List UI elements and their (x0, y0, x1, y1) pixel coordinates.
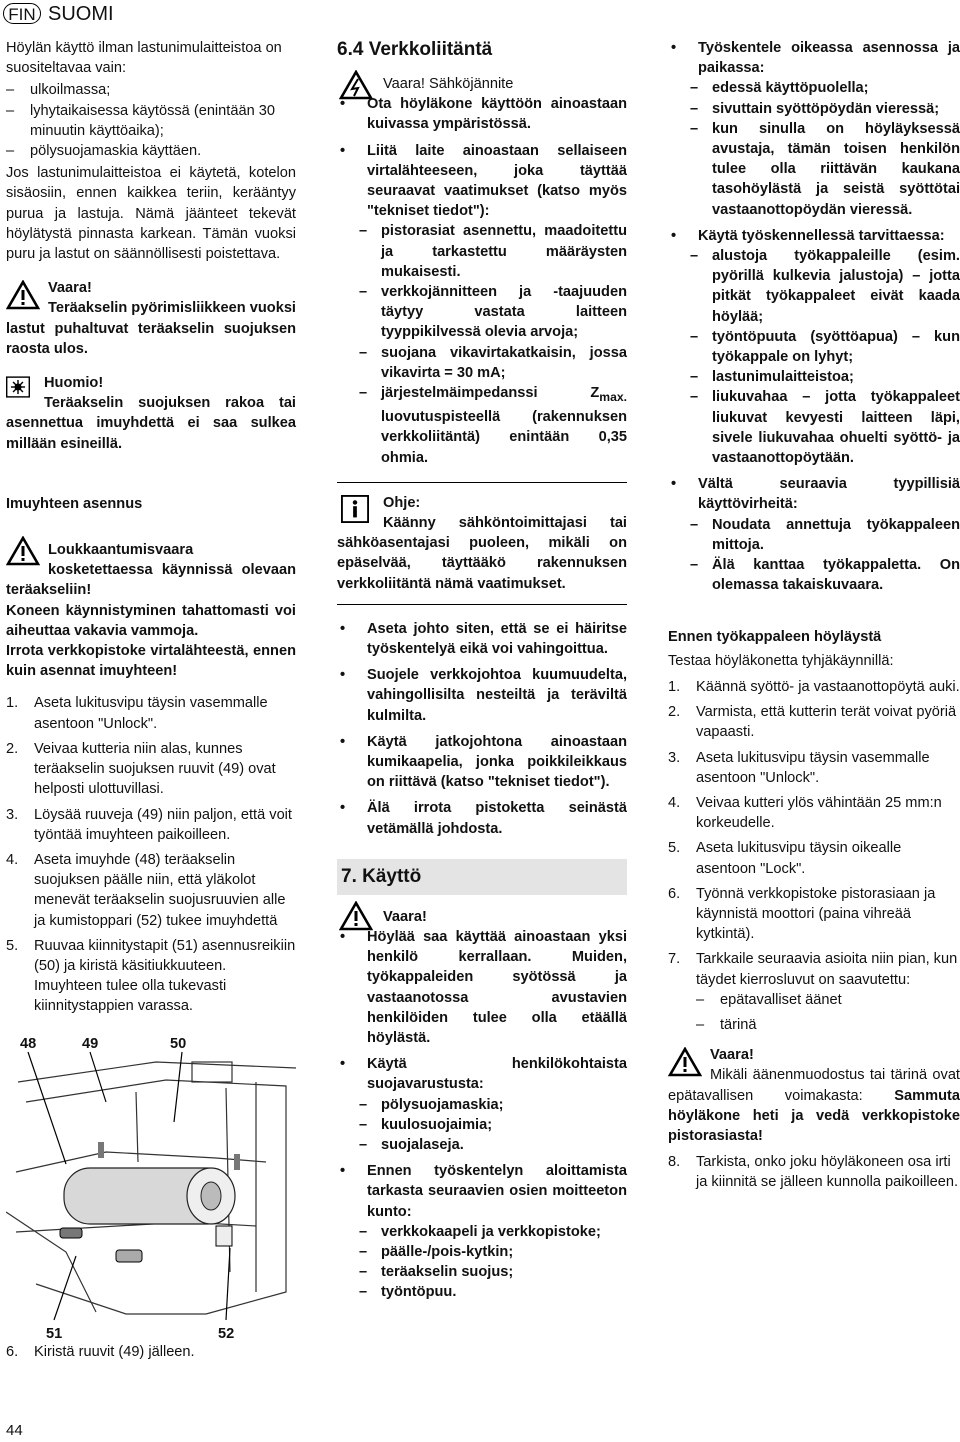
step-text: Kiristä ruuvit (49) jälleen. (34, 1343, 195, 1360)
divider (337, 482, 627, 483)
step-text: Varmista, että kutterin terät voivat pyöriä vapaasti. (696, 704, 957, 741)
warning-icon (6, 536, 40, 566)
list-item: • Höylää saa käyttää ainoastaan yksi henkilö kerrallaan. Muiden, työkappaleiden syötössä ja vastaanotossa avustavien henkilöiden tulee olla etäällä höylästä. (337, 927, 627, 1048)
step-number: 3. (668, 749, 681, 766)
warning-icon (668, 1047, 702, 1077)
step-number: 5. (6, 937, 19, 954)
page-number: 44 (6, 1422, 23, 1439)
warning-icon (6, 280, 40, 310)
warning-text: Koneen käynnistyminen tahattomasti voi aiheuttaa vakavia vammoja. (6, 602, 296, 639)
list-item: – pistorasiat asennettu, maadoitettu ja tarkastettu määräysten mukaisesti. (359, 221, 627, 282)
list-item: – kuulosuojaimia; (359, 1115, 627, 1135)
list-item (359, 383, 627, 468)
sub-list (690, 246, 960, 468)
warning-text-plain: Mikäli äänenmuodostus tai tärinä ovat epätavallisen voimakasta: (668, 1067, 960, 1104)
page-header (0, 0, 960, 28)
list-item: – kun sinulla on höyläyksessä avustaja, tämän toisen henkilön tulee olla riittävän kaukana tasohöylästä ja seistä syöttötai vastaanottopöydän vieressä. (690, 119, 960, 220)
section-heading: Imuyhteen asennus (6, 495, 143, 512)
step-item (668, 677, 960, 697)
step-number: 2. (6, 740, 19, 757)
list-item: – liukuvahaa – jotta työkappaleet liukuvat kevyesti laitteen läpi, sivele liukuvahaa ohuelti syöttö- ja vastaanottopöytään. (690, 387, 960, 468)
sub-list (690, 515, 960, 596)
step-item (668, 702, 960, 742)
step-number: 4. (668, 794, 681, 811)
warning-block (668, 1045, 960, 1146)
working-list (668, 38, 960, 595)
list-item: • Käytä jatkojohtona ainoastaan kumikaapelia, jonka poikkileikkaus on riittävä (katso "tekniset tiedot"). (337, 732, 627, 793)
step-number: 8. (668, 1154, 681, 1171)
step-item (6, 805, 296, 845)
impedance-subscript: max. (599, 389, 627, 404)
list-item: – pölysuojamaskia käyttäen. (6, 141, 296, 161)
step-text: Aseta lukitusvipu täysin oikealle asentoon "Lock". (696, 840, 902, 877)
step-number: 3. (6, 806, 19, 823)
step-text: Tarkista, onko joku höyläkoneen osa irti ja kiinnitä se jälleen kunnolla paikoilleen. (696, 1154, 959, 1191)
list-item: • Älä irrota pistoketta seinästä vetämällä johdosta. (337, 798, 627, 838)
final-step (668, 1152, 960, 1192)
step-item (668, 949, 960, 1035)
list-item-text: Käytä henkilökohtaista suojavarustusta: (367, 1056, 627, 1093)
list-item-text: Ennen työskentelyn aloittamista tarkasta seuraavien osien moitteeton kunto: (367, 1163, 627, 1220)
step-item (668, 793, 960, 833)
warning-block (337, 907, 627, 927)
intro-text: Testaa höyläkonetta tyhjäkäynnillä: (668, 652, 894, 669)
list-item: • Ota höyläkone käyttöön ainoastaan kuivassa ympäristössä. (337, 94, 627, 134)
sub-list (359, 221, 627, 467)
warning-block (6, 530, 296, 681)
step-item (6, 850, 296, 931)
list-item: – sivuttain syöttöpöydän vieressä; (690, 99, 960, 119)
list-item (337, 1161, 627, 1302)
warning-text-bold: Sammuta höyläkone heti ja vedä verkkopistoke pistorasiasta! (668, 1087, 960, 1144)
sub-list (359, 1222, 627, 1303)
step-text: Työnnä verkkopistoke pistorasiaan ja käynnistä moottori (paina vihreää kytkintä). (696, 885, 936, 943)
sub-list (696, 990, 960, 1035)
step-item (6, 693, 296, 733)
planer-drawing (6, 1022, 296, 1322)
step-item (668, 748, 960, 788)
note-title: Huomio! (44, 375, 104, 392)
note-block (6, 373, 296, 454)
list-item: – suojana vikavirtakatkaisin, jossa vikavirta = 30 mA; (359, 343, 627, 383)
intro-list (6, 80, 296, 161)
warning-title: Vaara! Sähköjännite (383, 76, 514, 92)
list-item: • Suojele verkkojohtoa kuumuudelta, vahingollisilta nesteiltä ja teräviltä kulmilta. (337, 665, 627, 726)
step-number: 1. (6, 695, 19, 712)
warning-text: Irrota verkkopistoke virtalähteestä, ennen kuin asennat imuyhteen! (6, 643, 296, 680)
column-3 (668, 38, 960, 1198)
list-item: – verkkojännitteen ja -taajuuden täytyy vastata laitteen tyyppikilvessä olevia arvoja; (359, 282, 627, 343)
list-item: – työntöpuu. (359, 1282, 627, 1302)
step-item (668, 1152, 960, 1192)
step-text: Löysää ruuveja (49) niin paljon, että voit työntää imuyhteen paikoilleen. (34, 806, 292, 843)
section-heading-7: 7. Käyttö (337, 859, 627, 895)
step-number: 4. (6, 851, 19, 868)
list-item: – teräakselin suojus; (359, 1262, 627, 1282)
list-item: – Älä kanttaa työkappaletta. On olemassa takaiskuvaara. (690, 555, 960, 595)
list-item: – pölysuojamaskia; (359, 1095, 627, 1115)
list-item: – lyhytaikaisessa käytössä (enintään 30 minuutin käyttöaika); (6, 101, 296, 141)
warning-title: Vaara! (710, 1047, 754, 1064)
list-item: – ulkoilmassa; (6, 80, 296, 100)
list-item: – alustoja työkappaleille (esim. pyörillä kulkevia jalustoja) – jotta pitkät työkappaleet eivät kaada höylää; (690, 246, 960, 327)
info-block (337, 493, 627, 594)
warning-title: Vaara! (48, 280, 92, 297)
intro-text: Höylän käyttö ilman lastunimulaitteistoa on suositeltavaa vain: (6, 40, 282, 77)
list-item (337, 1054, 627, 1155)
warning-block (6, 278, 296, 359)
list-item: – suojalaseja. (359, 1135, 627, 1155)
info-text: Käänny sähköntoimittajasi tai sähköasentajasi puoleen, mikäli on epäselvää, täyttääkö rakennuksen verkkoliitäntä nämä vaatimukset. (337, 514, 627, 592)
step-number: 6. (6, 1343, 19, 1360)
final-step (6, 1342, 296, 1362)
warning-text: Loukkaantumisvaara kosketettaessa käynnissä olevaan teräakseliin! (6, 542, 296, 599)
step-text: Aseta imuyhde (48) teräakselin suojuksen päälle niin, että yläkolot menevät teräakselin suojusruuvien alle ja kumistoppari (52) tukee imuyhdettä (34, 851, 286, 929)
impedance-text: luovutuspisteellä (rakennuksen verkkoliitäntä) enintään 0,35 ohmia. (381, 409, 627, 466)
list-item (337, 141, 627, 468)
list-item-text: Käytä työskennellessä tarvittaessa: (698, 227, 945, 244)
step-number: 6. (668, 885, 681, 902)
step-number: 7. (668, 951, 681, 968)
column-1 (6, 38, 296, 1367)
info-icon (341, 495, 369, 523)
step-item (668, 884, 960, 945)
power-list (337, 94, 627, 468)
list-item: – verkkokaapeli ja verkkopistoke; (359, 1222, 627, 1242)
list-item: • Aseta johto siten, että se ei häiritse työskentelyä eikä voi vahingoittua. (337, 619, 627, 659)
planer-figure (6, 1022, 296, 1342)
paragraph: Jos lastunimulaitteistoa ei käytetä, kotelon sisäosiin, ennen kaikkea teriin, kerääntyy purua ja lastuja. Nämä jäänteet tekevät höylätystä pinnasta karkean. Tämän vuoksi puru ja lastut on säännöllisesti poistettava. (6, 165, 296, 263)
step-item (668, 838, 960, 878)
voltage-warning (337, 74, 627, 94)
list-item (668, 38, 960, 220)
list-item: – päälle-/pois-kytkin; (359, 1242, 627, 1262)
figure-label-49: 49 (82, 1035, 99, 1052)
step-number: 5. (668, 840, 681, 857)
warning-text (668, 1065, 960, 1146)
list-item: – tärinä (696, 1015, 960, 1035)
impedance-label: järjestelmäimpedanssi Z (381, 385, 600, 402)
list-item: – edessä käyttöpuolella; (690, 78, 960, 98)
figure-label-50: 50 (170, 1035, 187, 1052)
figure-label-51: 51 (46, 1325, 63, 1342)
section-heading-6-4: 6.4 Verkkoliitäntä (337, 39, 493, 60)
step-number: 2. (668, 704, 681, 721)
language-badge: FIN (3, 3, 41, 24)
step-item (6, 936, 296, 1017)
step-text: Aseta lukitusvipu täysin vasemmalle asentoon "Unlock". (34, 695, 268, 732)
sub-list (359, 1095, 627, 1156)
section-heading: Ennen työkappaleen höyläystä (668, 629, 882, 646)
warning-title: Vaara! (383, 908, 427, 925)
list-item-text: Vältä seuraavia tyypillisiä käyttövirheitä: (698, 476, 960, 513)
figure-label-48: 48 (20, 1035, 37, 1052)
step-item (6, 739, 296, 800)
list-item (668, 226, 960, 468)
cable-list (337, 619, 627, 839)
step-text: Ruuvaa kiinnitystapit (51) asennusreikiin (50) ja kiristä käsitiukkuuteen. Imuyhteen tulee olla tukevasti kiinnitystappien varassa. (34, 937, 296, 1015)
step-item (6, 1342, 296, 1362)
step-text: Tarkkaile seuraavia asioita niin pian, kun täydet kierrosluvut on saavutettu: (696, 951, 958, 988)
note-icon (6, 375, 30, 399)
test-steps (668, 677, 960, 1035)
warning-text: Teräakselin pyörimisliikkeen vuoksi lastut puhaltuvat teräakselin suojuksen raosta ulos. (6, 300, 296, 357)
step-text: Aseta lukitusvipu täysin vasemmalle asentoon "Unlock". (696, 749, 930, 786)
list-item-text: Työskentele oikeassa asennossa ja paikassa: (698, 40, 960, 77)
sub-list (690, 78, 960, 219)
divider (337, 604, 627, 605)
step-text: Veivaa kutteri ylös vähintään 25 mm:n korkeudelle. (696, 794, 942, 832)
list-item (668, 474, 960, 595)
step-text: Käännä syöttö- ja vastaanottopöytä auki. (696, 678, 960, 695)
note-text: Teräakselin suojuksen rakoa tai asennettua imuyhdettä ei saa sulkea millään esineillä. (6, 395, 296, 452)
list-item: – epätavalliset äänet (696, 990, 960, 1010)
list-item-text: Liitä laite ainoastaan sellaiseen virtalähteeseen, joka täyttää seuraavat vaatimukset (katso myös "tekniset tiedot"): (367, 142, 627, 220)
step-text: Veivaa kutteria niin alas, kunnes teräakselin suojuksen ruuvit (49) ovat helposti ulottuvillasi. (34, 740, 276, 798)
figure-label-52: 52 (218, 1325, 235, 1342)
info-title: Ohje: (383, 494, 421, 511)
operation-list (337, 927, 627, 1303)
column-2 (337, 38, 627, 1303)
list-item: – työntöpuuta (syöttöapua) – kun työkappale on lyhyt; (690, 327, 960, 367)
list-item: – Noudata annettuja työkappaleen mittoja. (690, 515, 960, 555)
language-label: SUOMI (48, 3, 114, 25)
mounting-steps (6, 693, 296, 1016)
step-number: 1. (668, 678, 681, 695)
list-item: – lastunimulaitteistoa; (690, 367, 960, 387)
